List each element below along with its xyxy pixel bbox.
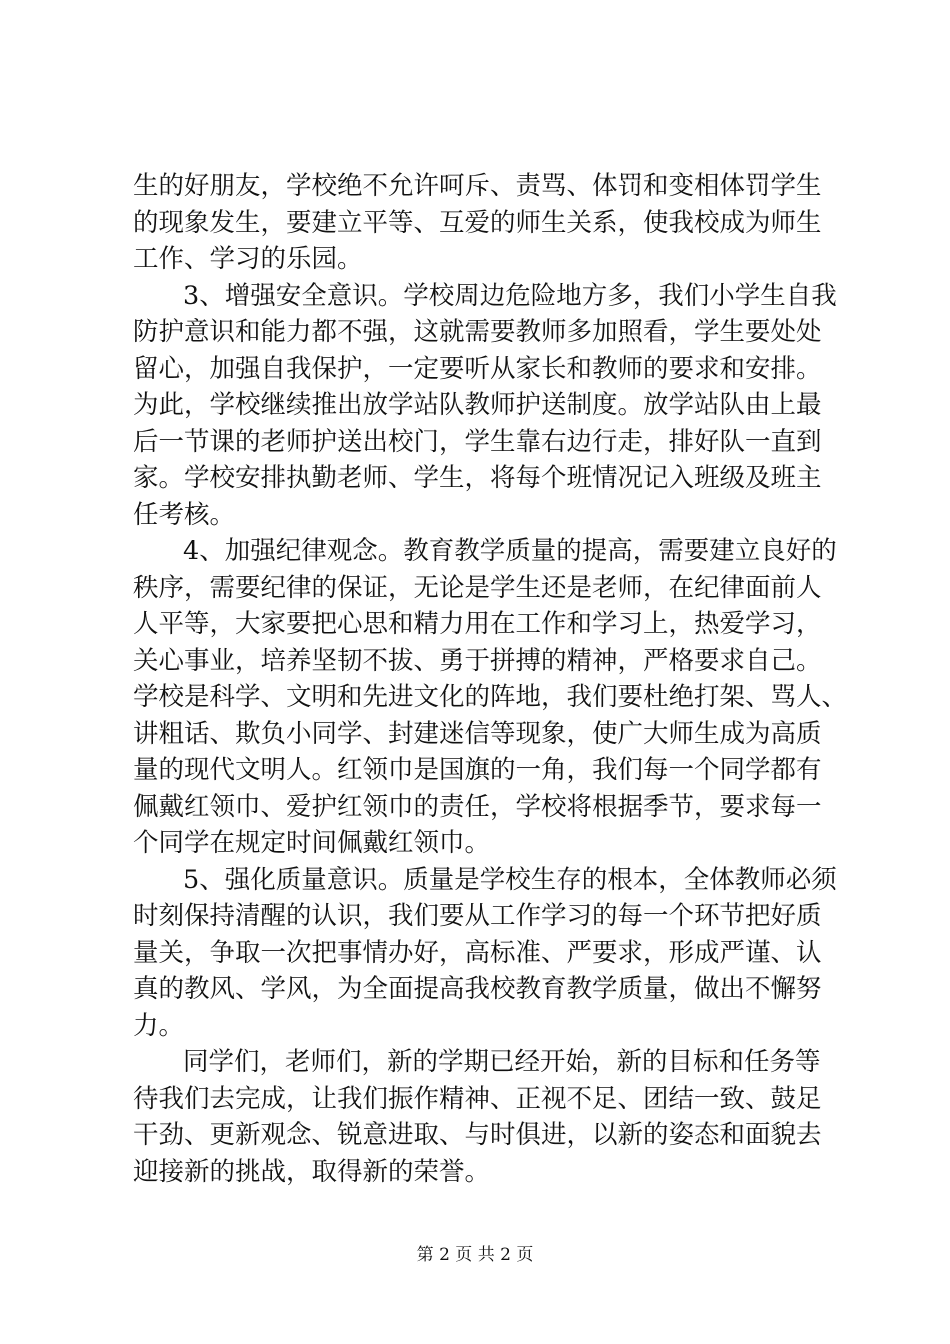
text-line: 力。 — [133, 1010, 185, 1041]
text-line: 留心，加强自我保护，一定要听从家长和教师的要求和安排。 — [133, 353, 822, 384]
paragraph-start-line: 3、增强安全意识。学校周边危险地方多，我们小学生自我 — [183, 280, 837, 311]
text-line: 待我们去完成，让我们振作精神、正视不足、团结一致、鼓足 — [133, 1083, 822, 1114]
text-line: 量的现代文明人。红领巾是国旗的一角，我们每一个同学都有 — [133, 755, 822, 785]
text-line: 学校是科学、文明和先进文化的阵地，我们要杜绝打架、骂人、 — [133, 682, 848, 712]
text-line: 为此，学校继续推出放学站队教师护送制度。放学站队由上最 — [133, 390, 822, 420]
text-line: 时刻保持清醒的认识，我们要从工作学习的每一个环节把好质 — [133, 901, 822, 931]
text-line: 任考核。 — [133, 499, 236, 530]
paragraph-start-line: 5、强化质量意识。质量是学校生存的根本，全体教师必须 — [183, 864, 837, 895]
text-line: 后一节课的老师护送出校门，学生靠右边行走，排好队一直到 — [133, 426, 822, 457]
text-line: 工作、学习的乐园。 — [133, 244, 363, 274]
text-line: 个同学在规定时间佩戴红领巾。 — [133, 828, 491, 858]
paragraph-start-line: 4、加强纪律观念。教育教学质量的提高，需要建立良好的 — [183, 536, 837, 566]
text-line: 的现象发生，要建立平等、互爱的师生关系，使我校成为师生 — [133, 207, 822, 238]
text-line: 秩序，需要纪律的保证，无论是学生还是老师，在纪律面前人 — [133, 572, 822, 603]
text-line: 关心事业，培养坚韧不拔、勇于拼搏的精神，严格要求自己。 — [133, 645, 822, 676]
text-line: 量关，争取一次把事情办好，高标准、严要求，形成严谨、认 — [133, 937, 822, 968]
text-line: 家。学校安排执勤老师、学生，将每个班情况记入班级及班主 — [133, 463, 822, 493]
text-line: 人平等，大家要把心思和精力用在工作和学习上，热爱学习， — [133, 609, 822, 639]
page-number-footer: 第 2 页 共 2 页 — [416, 1245, 534, 1265]
paragraph-start-line: 同学们，老师们，新的学期已经开始，新的目标和任务等 — [183, 1047, 821, 1077]
document-body — [133, 168, 848, 1190]
text-line: 防护意识和能力都不强，这就需要教师多加照看，学生要处处 — [133, 317, 822, 347]
text-line: 佩戴红领巾、爱护红领巾的责任，学校将根据季节，要求每一 — [133, 791, 822, 822]
text-line: 讲粗话、欺负小同学、封建迷信等现象，使广大师生成为高质 — [133, 718, 822, 749]
text-line: 生的好朋友，学校绝不允许呵斥、责骂、体罚和变相体罚学生 — [133, 171, 822, 201]
text-line: 迎接新的挑战，取得新的荣誉。 — [133, 1156, 491, 1187]
text-line: 真的教风、学风，为全面提高我校教育教学质量，做出不懈努 — [133, 974, 822, 1004]
text-line: 干劲、更新观念、锐意进取、与时俱进，以新的姿态和面貌去 — [133, 1120, 822, 1150]
